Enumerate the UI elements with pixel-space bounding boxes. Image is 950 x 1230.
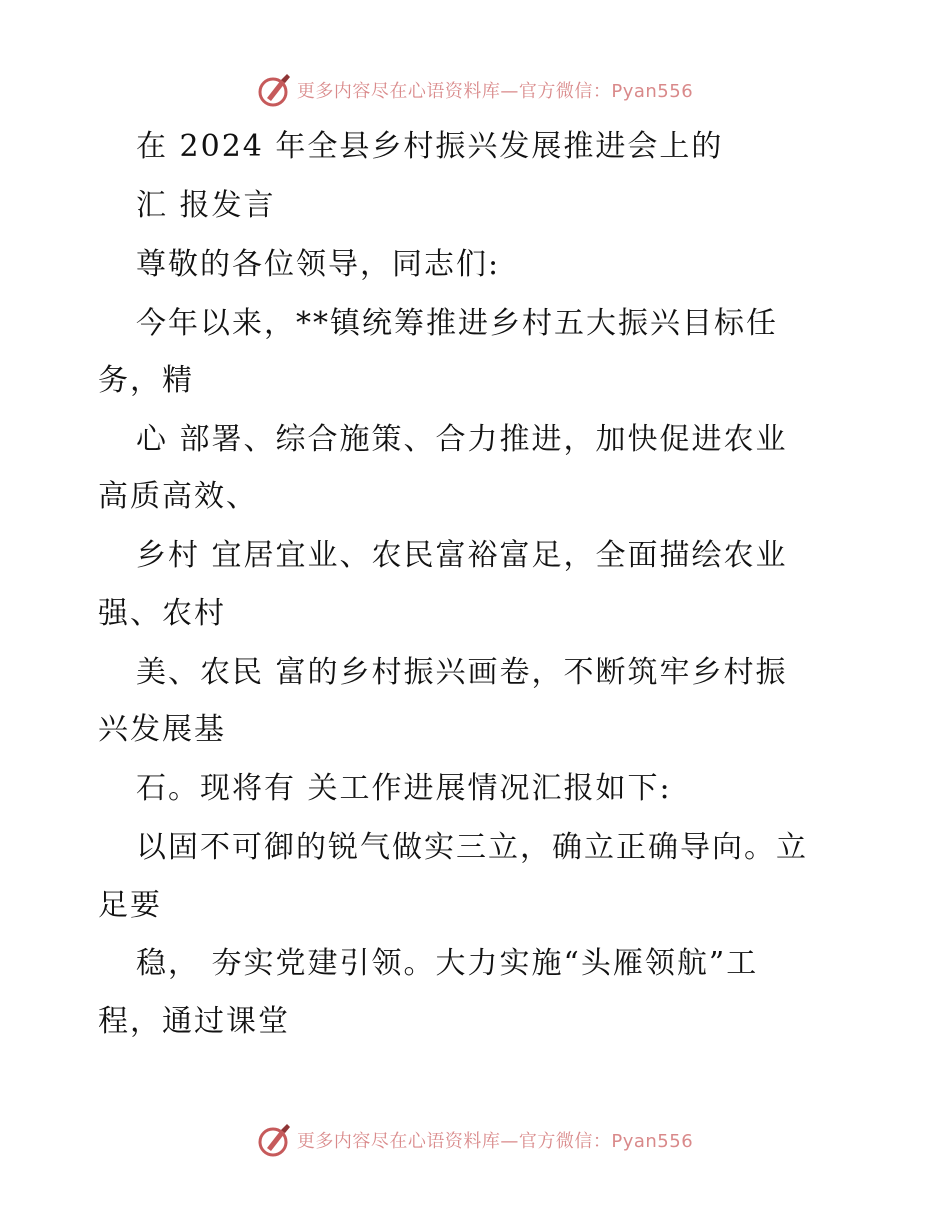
doc-line: 乡村 宜居宜业、农民富裕富足，全面描绘农业 (136, 538, 788, 573)
doc-line: 务，精 (98, 363, 194, 398)
doc-line: 以固不可御的锐气做实三立，确立正确导向。立 (136, 830, 808, 865)
doc-line: 强、农村 (98, 596, 226, 631)
doc-line: 高质高效、 (98, 479, 258, 514)
doc-line: 在 2024 年全县乡村振兴发展推进会上的 (136, 129, 724, 164)
doc-line: 尊敬的各位领导，同志们: (136, 247, 501, 282)
doc-line: 稳， 夯实党建引领。大力实施“头雁领航”工 (136, 946, 759, 981)
doc-line: 石。现将有 关工作进展情况汇报如下: (136, 771, 672, 806)
doc-line: 足要 (98, 888, 162, 923)
footer-watermark-text: 更多内容尽在心语资料库—官方微信：Pyan556 (296, 1131, 694, 1152)
doc-line: 汇 报发言 (136, 188, 276, 223)
footer-watermark-banner (0, 1120, 950, 1160)
doc-line: 程，通过课堂 (98, 1004, 290, 1039)
doc-line: 今年以来，**镇统筹推进乡村五大振兴目标任 (136, 306, 778, 341)
pen-seal-icon (257, 1122, 293, 1158)
header-watermark-text: 更多内容尽在心语资料库—官方微信：Pyan556 (296, 81, 694, 102)
doc-line: 美、农民 富的乡村振兴画卷，不断筑牢乡村振 (136, 655, 788, 690)
doc-line: 兴发展基 (98, 712, 226, 747)
doc-line: 心 部署、综合施策、合力推进，加快促进农业 (136, 422, 788, 457)
